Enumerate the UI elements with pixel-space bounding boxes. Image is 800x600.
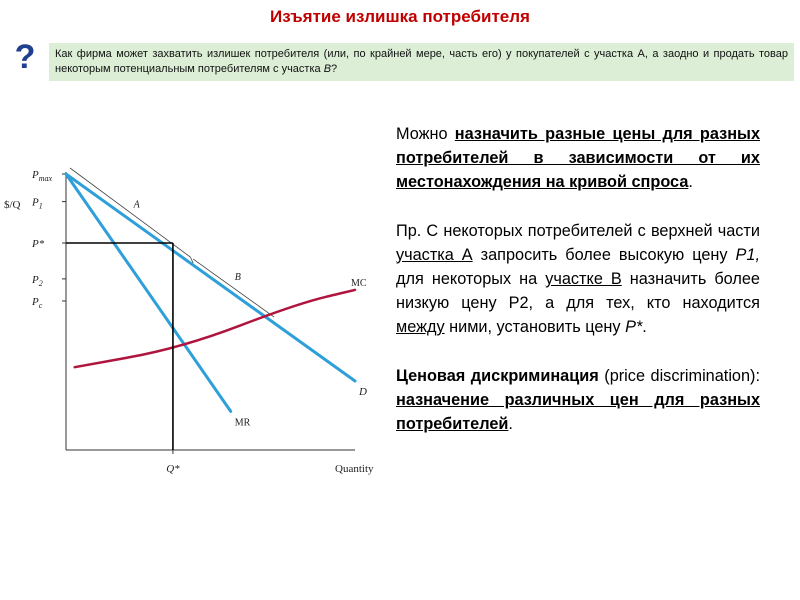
series-mr-label: MR <box>234 417 251 429</box>
slide-title: Изъятие излишка потребителя <box>270 7 530 26</box>
region-a-label: A <box>133 199 140 211</box>
price-label: $P_2$ <box>32 273 43 288</box>
question-mark-icon: ? <box>14 38 36 76</box>
answer-paragraph-2: Пр. С некоторых потребителей с верхней части участка А запросить более высокую цену Р1, для некоторых на участке В назначить более низкую цену Р2, а для тех, кто находится между ними, установить цену Р*. <box>396 221 760 337</box>
answer-paragraph-3: Ценовая дискриминация (price discrimination): назначение различных цен для разных потребителей. <box>396 366 760 434</box>
series-mr-line <box>66 174 231 411</box>
answer-paragraph-1: Можно назначить разные цены для разных потребителей в зависимости от их местонахождения на кривой спроса. <box>396 125 760 192</box>
question-text-end: ? <box>331 63 338 75</box>
series-mc-label: MC <box>351 277 367 289</box>
question-text-b: В <box>323 63 332 75</box>
y-axis-label: $/Q <box>4 199 21 211</box>
price-label: $P_c$ <box>32 295 43 310</box>
series-mc-line <box>75 290 355 367</box>
series-d-line <box>66 174 355 381</box>
series-d-label: D <box>359 386 367 398</box>
question-text: Как фирма может захватить излишек потребителя (или, по крайней мере, часть его) у покупателей с участка А, а заодно и продать товар некоторым потенциальным потребителям с участка <box>55 48 788 75</box>
answer-text <box>396 122 760 460</box>
price-label: P* <box>32 238 45 250</box>
x-axis-label: Quantity <box>335 463 374 475</box>
region-b-label: B <box>234 271 241 283</box>
price-discrimination-chart <box>0 150 375 480</box>
price-label: $P_1$ <box>32 196 43 211</box>
question-box <box>49 43 794 81</box>
price-label: $P_{max}$ <box>32 169 53 183</box>
quantity-label: Q* <box>166 463 180 475</box>
